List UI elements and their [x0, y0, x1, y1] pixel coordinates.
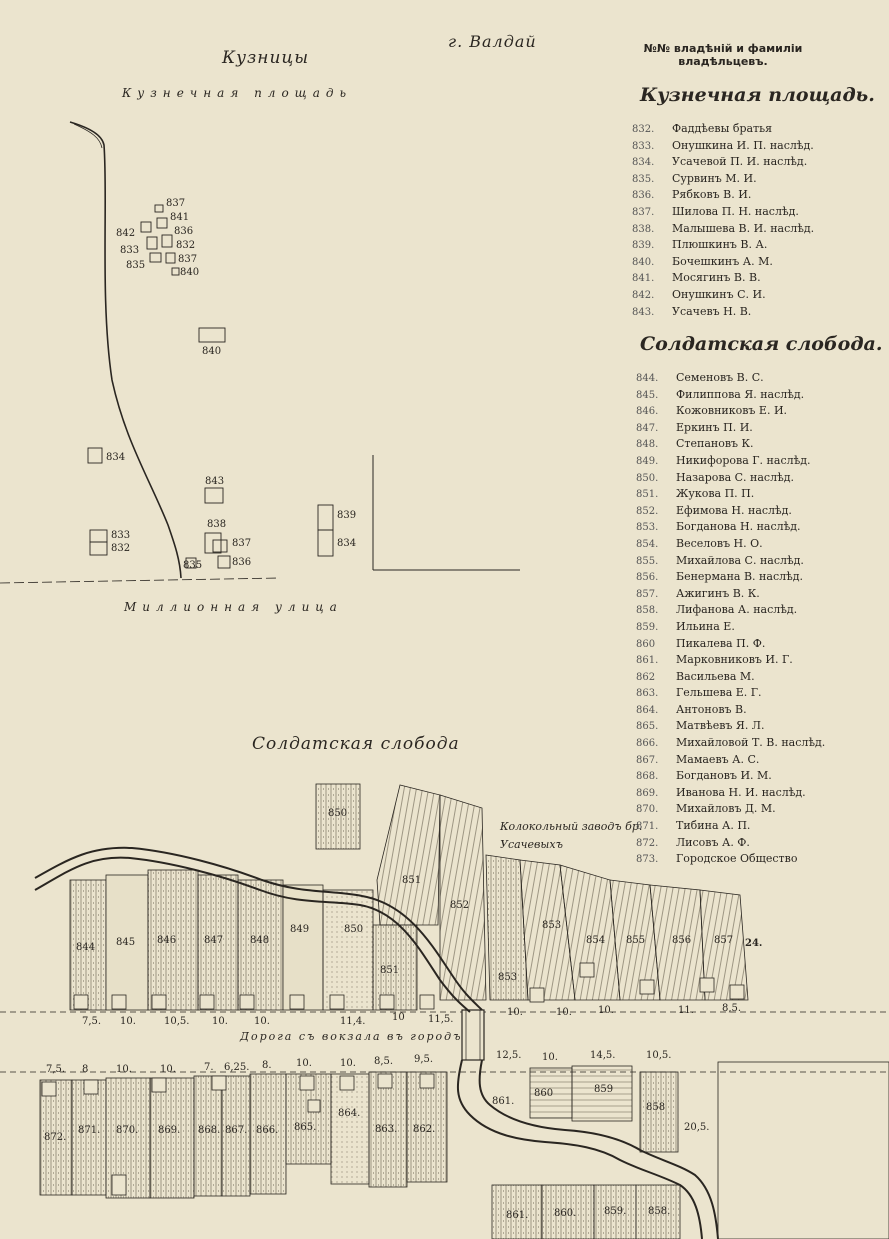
width-label: 7,5. [46, 1064, 66, 1075]
plot-number: 833 [111, 530, 131, 541]
width-label: 10. [296, 1058, 312, 1069]
width-label: 10. [120, 1016, 136, 1027]
upper-buildings [88, 205, 333, 568]
legend-entry [636, 436, 825, 453]
plot-number: 855 [626, 935, 646, 946]
legend-entry-number: 872. [636, 837, 659, 849]
plot-number: 24. [745, 938, 763, 949]
legend-entry-owner: Плюшкинъ В. А. [672, 238, 768, 252]
town-label: г. Валдай [448, 32, 537, 51]
legend-entry-number: 857. [636, 588, 659, 600]
legend-entry-number: 870. [636, 804, 659, 816]
width-label: 20,5. [684, 1122, 710, 1133]
width-label: 8,5. [374, 1056, 394, 1067]
legend-entry [636, 752, 825, 769]
legend-entry-number: 868. [636, 771, 659, 783]
plot-number: 843 [205, 476, 225, 487]
plot-number: 851 [380, 965, 400, 976]
legend-entry-owner: Назарова С. наслѣд. [676, 470, 794, 484]
legend-entry-owner: Сурвинъ М. И. [672, 171, 757, 185]
width-label: 7. [204, 1062, 214, 1073]
legend-entry-owner: Иванова Н. И. наслѣд. [676, 785, 806, 799]
plot-number: 852 [450, 900, 470, 911]
plot-number: 871. [78, 1125, 101, 1136]
legend-entry [632, 270, 814, 287]
legend-entry-number: 864. [636, 704, 659, 716]
plot-number: 832 [176, 240, 196, 251]
legend-entry-owner: Лисовъ А. Ф. [676, 835, 750, 849]
plot-number: 870. [116, 1125, 139, 1136]
legend-entry-number: 836. [632, 190, 655, 202]
legend-entry-number: 855. [636, 555, 659, 567]
legend-entry [636, 851, 825, 868]
legend-entry-number: 839. [632, 240, 655, 252]
plot-number: 850 [344, 924, 364, 935]
legend-entry-number: 834. [632, 157, 655, 169]
width-label: 10. [507, 1007, 523, 1018]
plot-number: 844 [76, 942, 96, 953]
legend-entry [636, 652, 825, 669]
legend-entry-number: 871. [636, 821, 659, 833]
legend-entry-owner: Михайловой Т. В. наслѣд. [676, 736, 826, 750]
width-label: 11. [678, 1005, 694, 1016]
width-label: 9,5. [414, 1054, 434, 1065]
plot-number: 834 [106, 452, 126, 463]
soldatskaya-map-label: Солдатская слобода [252, 734, 460, 754]
legend-entry [632, 121, 814, 138]
legend-entry-number: 848. [636, 439, 659, 451]
legend-entry-owner: Ефимова Н. наслѣд. [676, 503, 792, 517]
plot-number: 861. [506, 1210, 529, 1221]
plot-number: 857 [714, 935, 734, 946]
legend-entry-number: 835. [632, 173, 655, 185]
legend-entry-number: 843. [632, 306, 655, 318]
width-label: 14,5. [590, 1050, 616, 1061]
legend-entry-number: 838. [632, 223, 655, 235]
legend-entry-number: 845. [636, 389, 659, 401]
width-label: 10. [542, 1052, 558, 1063]
width-label: 10,5. [646, 1050, 672, 1061]
legend-entry [632, 254, 814, 271]
kuznechnaya-street-label: Кузнечная площадь [122, 86, 352, 100]
legend-entry-number: 847. [636, 422, 659, 434]
legend-entry [632, 154, 814, 171]
plot-number: 832 [111, 543, 131, 554]
legend-entry-number: 842. [632, 289, 655, 301]
plot-number: 839 [337, 510, 357, 521]
plot-number: 862. [413, 1124, 436, 1135]
legend-entry-number: 851. [636, 489, 659, 501]
plot-number: 836 [174, 226, 194, 237]
legend-entry-number: 840. [632, 256, 655, 268]
legend-entry [636, 835, 825, 852]
legend-entry-owner: Марковниковъ И. Г. [676, 653, 793, 667]
width-label: 11,4. [340, 1016, 366, 1027]
legend-entry-owner: Городское Общество [676, 852, 798, 866]
legend-entry [636, 619, 825, 636]
width-label: 8 [82, 1064, 89, 1075]
legend-entry [636, 669, 825, 686]
plot-number: 858 [646, 1102, 666, 1113]
legend-entry-owner: Матвѣевъ Я. Л. [676, 719, 765, 733]
legend-entry-number: 849. [636, 455, 659, 467]
legend-entry [632, 237, 814, 254]
legend-entry [632, 171, 814, 188]
legend-entry-owner: Малышева В. И. наслѣд. [672, 221, 815, 235]
legend-entry-number: 846. [636, 406, 659, 418]
width-label: 8. [262, 1060, 272, 1071]
legend-entry [636, 586, 825, 603]
legend-entry-owner: Усачевой П. И. наслѣд. [672, 155, 808, 169]
legend-entry-owner: Усачевъ Н. В. [672, 304, 752, 318]
legend-list-kuznechnaya [632, 121, 814, 320]
legend-entry-owner: Богданова Н. наслѣд. [676, 520, 801, 534]
plot-number: 861. [492, 1096, 515, 1107]
plot-number: 834 [337, 538, 357, 549]
legend-entry-owner: Филиппова Я. наслѣд. [676, 387, 805, 401]
legend-entry [636, 453, 825, 470]
legend-entry-number: 833. [632, 140, 655, 152]
width-label: 10. [254, 1016, 270, 1027]
legend-entry-owner: Никифорова Г. наслѣд. [676, 453, 811, 467]
plot-number: 836 [232, 557, 252, 568]
kuznitsy-label: Кузницы [222, 48, 310, 68]
plot-number: 837 [232, 538, 252, 549]
width-label: 10,5. [164, 1016, 190, 1027]
legend-entry [636, 486, 825, 503]
width-label: 10 [392, 1012, 405, 1023]
legend-entry-owner: Богдановъ И. М. [676, 769, 772, 783]
northern-path [70, 122, 181, 578]
legend-section-soldatskaya: Солдатская слобода. [640, 333, 883, 355]
width-label: 10. [160, 1064, 176, 1075]
legend-entry-number: 856. [636, 572, 659, 584]
millionnaya-street-label: Миллионная улица [124, 600, 343, 614]
plot-number: 866. [256, 1125, 279, 1136]
width-label: 7,5. [82, 1016, 102, 1027]
legend-entry-owner: Рябковъ В. И. [672, 188, 752, 202]
legend-entry-owner: Онушкина И. П. наслѣд. [672, 138, 814, 152]
width-label: 10. [556, 1007, 572, 1018]
legend-entry-number: 863. [636, 688, 659, 700]
legend-entry-owner: Кожовниковъ Е. И. [676, 404, 788, 418]
plot-number: 835 [126, 260, 146, 271]
plot-number: 863. [375, 1124, 398, 1135]
plot-number: 854 [586, 935, 606, 946]
legend-entry [632, 304, 814, 321]
legend-entry-owner: Бочешкинъ А. М. [672, 254, 773, 268]
legend-entry [632, 287, 814, 304]
legend-entry [636, 536, 825, 553]
legend-entry-owner: Онушкинъ С. И. [672, 287, 766, 301]
plot-number: 853 [542, 920, 562, 931]
legend-entry [636, 387, 825, 404]
legend-entry-number: 860 [636, 638, 656, 650]
legend-entry [636, 801, 825, 818]
legend-list-soldatskaya [636, 370, 825, 868]
legend-entry-owner: Ильина Е. [676, 619, 735, 633]
legend-entry-number: 858. [636, 605, 659, 617]
legend-entry-number: 832. [632, 124, 655, 135]
width-label: 10. [212, 1016, 228, 1027]
plot-number: 835 [183, 560, 203, 571]
plot-number: 872. [44, 1132, 67, 1143]
legend-entry-owner: Михайлова С. наслѣд. [676, 553, 804, 567]
legend-entry-owner: Семеновъ В. С. [676, 371, 764, 384]
plot-number: 860 [534, 1088, 554, 1099]
plot-number: 848 [250, 935, 270, 946]
legend-entry-number: 837. [632, 206, 655, 218]
legend-entry-number: 861. [636, 655, 659, 667]
legend-entry [636, 420, 825, 437]
legend-entry-number: 854. [636, 538, 659, 550]
legend-entry [636, 785, 825, 802]
legend-entry [636, 636, 825, 653]
legend-entry-number: 841. [632, 273, 655, 285]
legend-entry [636, 569, 825, 586]
width-label: 10. [340, 1058, 356, 1069]
legend-entry [636, 370, 825, 387]
legend-entry-number: 859. [636, 621, 659, 633]
legend-entry-owner: Ажигинъ В. К. [676, 586, 760, 600]
plot-number: 859. [604, 1206, 627, 1217]
plot-number: 840 [202, 346, 222, 357]
legend-entry [636, 519, 825, 536]
plot-number: 853 [498, 972, 518, 983]
legend-entry [636, 685, 825, 702]
legend-entry-owner: Бенермана В. наслѣд. [676, 570, 803, 584]
plot-number: 841 [170, 212, 190, 223]
legend-entry-owner: Гельшева Е. Г. [676, 686, 762, 700]
legend-header: №№ владѣній и фамиліи владѣльцевъ. [643, 42, 803, 68]
legend-entry [632, 204, 814, 221]
legend-entry-number: 867. [636, 754, 659, 766]
plot-number: 865. [294, 1122, 317, 1133]
legend-entry [636, 768, 825, 785]
plot-number: 859 [594, 1084, 614, 1095]
width-label: 6,25. [224, 1062, 250, 1073]
legend-entry-owner: Еркинъ П. И. [676, 420, 753, 434]
legend-entry-owner: Мамаевъ А. С. [676, 752, 760, 766]
legend-entry [636, 470, 825, 487]
legend-entry-owner: Мосягинъ В. В. [672, 271, 761, 285]
legend-entry-number: 873. [636, 854, 659, 866]
width-label: 8,5. [722, 1003, 742, 1014]
plot-number: 851 [402, 875, 422, 886]
legend-entry-owner: Михайловъ Д. М. [676, 802, 776, 816]
plot-number: 849 [290, 924, 310, 935]
width-label: 12,5. [496, 1050, 522, 1061]
plot-number: 833 [120, 245, 140, 256]
plot-number: 846 [157, 935, 177, 946]
plot-number: 868. [198, 1125, 221, 1136]
plot-number: 860. [554, 1208, 577, 1219]
legend-entry-number: 852. [636, 505, 659, 517]
south-plots [40, 1062, 889, 1239]
legend-entry-owner: Шилова П. Н. наслѣд. [672, 204, 799, 218]
legend-entry-owner: Васильева М. [676, 669, 755, 683]
legend-entry-number: 862 [636, 671, 656, 683]
width-label: 10. [116, 1064, 132, 1075]
plot-number: 837 [166, 198, 186, 209]
legend-entry-number: 869. [636, 787, 659, 799]
legend-entry [636, 503, 825, 520]
legend-entry [636, 735, 825, 752]
legend-section-kuznechnaya: Кузнечная площадь. [640, 84, 875, 106]
legend-entry-number: 853. [636, 522, 659, 534]
legend-entry-number: 866. [636, 738, 659, 750]
plot-number: 869. [158, 1125, 181, 1136]
legend-entry [632, 187, 814, 204]
station-road-label: Дорога съ вокзала въ городъ [240, 1030, 463, 1043]
legend-entry [632, 221, 814, 238]
plot-number: 837 [178, 254, 198, 265]
width-label: 10. [598, 1005, 614, 1016]
plot-number: 840 [180, 267, 200, 278]
legend-entry-number: 850. [636, 472, 659, 484]
plot-number: 864. [338, 1108, 361, 1119]
legend-entry-owner: Тибина А. П. [676, 819, 751, 833]
plot-number: 850 [328, 808, 348, 819]
legend-entry-number: 844. [636, 373, 659, 384]
plot-number: 847 [204, 935, 224, 946]
bridge [462, 1010, 484, 1060]
plot-number: 858. [648, 1206, 671, 1217]
legend-entry-owner: Пикалева П. Ф. [676, 636, 766, 650]
bell-factory-label: Колокольный заводъ бр. Усачевыхъ [500, 820, 643, 851]
legend-entry [636, 403, 825, 420]
plot-number: 838 [207, 519, 227, 530]
legend-entry [636, 818, 825, 835]
legend-entry-owner: Фаддѣевы братья [672, 122, 773, 135]
plot-number: 867. [225, 1125, 248, 1136]
legend-entry-owner: Веселовъ Н. О. [676, 536, 763, 550]
legend-entry-number: 865. [636, 721, 659, 733]
plot-number: 845 [116, 937, 136, 948]
legend-entry-owner: Лифанова А. наслѣд. [676, 603, 798, 617]
legend-entry [636, 553, 825, 570]
legend-entry-owner: Жукова П. П. [676, 487, 755, 501]
width-label: 11,5. [428, 1014, 454, 1025]
plot-number: 856 [672, 935, 692, 946]
legend-entry [636, 718, 825, 735]
legend-entry [636, 602, 825, 619]
legend-entry-owner: Антоновъ В. [676, 702, 747, 716]
legend-entry [636, 702, 825, 719]
legend-entry [632, 138, 814, 155]
millionnaya-line [0, 578, 280, 583]
legend-entry-owner: Степановъ К. [676, 437, 754, 451]
plot-number: 842 [116, 228, 136, 239]
